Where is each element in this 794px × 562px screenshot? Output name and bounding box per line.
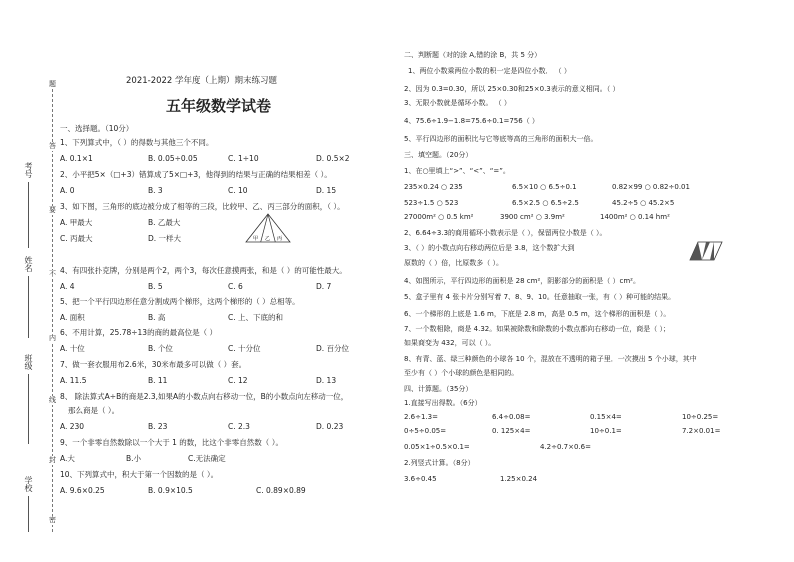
q4-option-b: B. 5 (148, 282, 163, 291)
fill-1-row2-a: 523÷1.5 ○ 523 (404, 199, 459, 207)
q2-option-b: B. 3 (148, 186, 163, 195)
fill-3: 3、（ ）的小数点向右移动两位后是 3.8，这个数扩大到 (404, 244, 575, 252)
triangle-label-bing: 丙 (277, 236, 283, 242)
seal-char: 内 (49, 334, 56, 342)
q4-option-d: D. 7 (316, 282, 332, 291)
q6-option-c: C. 十分位 (228, 344, 261, 353)
q1-option-b: B. 0.05÷0.05 (148, 154, 198, 163)
fill-1-row2-b: 6.5×2.5 ○ 6.5÷2.5 (512, 199, 579, 207)
q8-option-c: C. 2.3 (228, 422, 250, 431)
question-9: 9、一个非零自然数除以一个大于 1 的数，比这个非零自然数（ ）。 (60, 438, 283, 447)
calc-1-r1-b: 6.4÷0.08= (492, 413, 531, 421)
q6-option-a: A. 十位 (60, 344, 85, 353)
seal-char: 答 (49, 142, 56, 150)
fill-3-cont: 原数的（ ）倍，比原数多（ ）。 (404, 259, 503, 267)
section-choice-heading: 一、选择题。（10分） (60, 124, 134, 133)
calc-1-r2-c: 10÷0.1= (590, 427, 622, 435)
q8-option-d: D. 0.23 (316, 422, 344, 431)
label-name: 姓名 (24, 256, 33, 272)
parallelogram-figure (688, 240, 724, 262)
section-judge-heading: 二、判断题（对的涂 A,错的涂 B，共 5 分） (404, 51, 542, 59)
q6-option-b: B. 个位 (148, 344, 173, 353)
q3-option-b: B. 乙最大 (148, 218, 181, 227)
fill-7: 7、一个数相除，商是 4.32。如果被除数和除数的小数点都向右移动一位，商是（ ）； (404, 325, 670, 333)
calc-1-r2-b: 0. 125×4= (492, 427, 531, 435)
calc-2-b: 1.25×0.24 (500, 475, 538, 483)
q9-option-c: C.无法确定 (188, 454, 226, 463)
question-8: 8、 除法算式A÷B的商是2.3,如果A的小数点向右移动一位，B的小数点向左移动一位， (60, 392, 349, 401)
calc-2-a: 3.6÷0.45 (404, 475, 437, 483)
q7-option-b: B. 11 (148, 376, 168, 385)
triangle-figure (244, 212, 292, 246)
q4-option-a: A. 4 (60, 282, 75, 291)
q8-option-a: A. 230 (60, 422, 85, 431)
seal-char: 要 (49, 206, 56, 214)
q3-option-c: C. 丙最大 (60, 234, 93, 243)
label-class: 班级 (24, 354, 33, 370)
fill-1-row3-a: 27000m² ○ 0.5 km² (404, 213, 474, 221)
section-fill-heading: 三、填空题。（20分） (404, 151, 473, 159)
q10-option-b: B. 0.9×10.5 (148, 486, 193, 495)
triangle-label-yi: 乙 (265, 236, 271, 242)
judge-4: 4、75.6÷1.9−1.8=75.6÷0.1=756（ ） (404, 117, 539, 125)
question-4: 4、有四张扑克牌，分别是两个2，两个3，每次任意摸两张，和是（ ）的可能性最大。 (60, 266, 347, 275)
seal-char: 题 (49, 80, 56, 88)
seal-char: 密 (49, 516, 56, 524)
calc-1-r3-a: 0.05×1÷0.5×0.1= (404, 443, 470, 451)
fill-1-row1-c: 0.82×99 ○ 0.82÷0.01 (612, 183, 690, 191)
q5-option-a: A. 面积 (60, 313, 85, 322)
question-1: 1、下列算式中，（ ）的得数与其他三个不同。 (60, 138, 214, 147)
fill-4: 4、如图所示，平行四边形的面积是 28 cm²，阴影部分的面积是（ ）cm²。 (404, 277, 640, 285)
q8-option-b: B. 23 (148, 422, 168, 431)
judge-5: 5、平行四边形的面积比与它等底等高的三角形的面积大一倍。 (404, 135, 598, 143)
q3-option-d: D. 一样大 (148, 234, 182, 243)
fill-1-row2-c: 45.2÷5 ○ 45.2×5 (612, 199, 675, 207)
calc-1-r1-d: 10÷0.25= (682, 413, 719, 421)
exam-subtitle: 2021-2022 学年度（上期）期末练习题 (126, 76, 278, 86)
fill-5: 5、盒子里有 4 张卡片分别写着 7、8、9、10。任意抽取一张，有（ ）种可能的结果。 (404, 293, 676, 301)
q9-option-b: B.小 (126, 454, 142, 463)
calc-1-heading: 1.直接写出得数。（6分） (404, 399, 482, 407)
seal-char: 线 (49, 396, 56, 404)
label-school: 学校 (24, 476, 33, 492)
q2-option-a: A. 0 (60, 186, 75, 195)
triangle-label-jia: 甲 (253, 236, 259, 242)
question-6: 6、不用计算，25.78÷13的商的最高位是（ ） (60, 328, 217, 337)
q2-option-c: C. 10 (228, 186, 248, 195)
fill-7-cont: 如果商变为 432，可以（ ）。 (404, 339, 496, 347)
q7-option-c: C. 12 (228, 376, 248, 385)
question-8-cont: 那么商是（ ）。 (68, 406, 120, 415)
label-exam-number: 考号 (24, 162, 33, 178)
name-line (28, 276, 29, 338)
fill-6: 6、一个梯形的上底是 1.6 m，下底是 2.8 m，高是 0.5 m，这个梯形的面积是（ ）。 (404, 310, 671, 318)
fill-1-row3-b: 3900 cm² ○ 3.9m² (500, 213, 565, 221)
exam-number-line (28, 182, 29, 248)
q3-option-a: A. 甲最大 (60, 218, 93, 227)
q7-option-d: D. 13 (316, 376, 337, 385)
question-2: 2、小平把5×（□+3）错算成了5×□+3，他得到的结果与正确的结果相差（ ）。 (60, 170, 332, 179)
fill-1-row1-b: 6.5×10 ○ 6.5÷0.1 (512, 183, 577, 191)
q1-option-d: D. 0.5×2 (316, 154, 350, 163)
q4-option-c: C. 6 (228, 282, 243, 291)
judge-2: 2、因为 0.3=0.30，所以 25×0.30和25×0.3表示的意义相同。（ ） (404, 85, 620, 93)
fill-8: 8、有青、蓝、绿三种颜色的小球各 10 个，混放在不透明的箱子里．一次摸出 5 个小球，其中 (404, 355, 697, 363)
question-5: 5、把一个平行四边形任意分割成两个梯形，这两个梯形的（ ）总相等。 (60, 297, 300, 306)
binding-margin (16, 80, 56, 532)
calc-1-r3-b: 4.2÷0.7×0.6= (540, 443, 591, 451)
seal-char: 封 (49, 456, 56, 464)
fill-1-row3-c: 1400m² ○ 0.14 hm² (600, 213, 670, 221)
calc-2-heading: 2.列竖式计算。（8分） (404, 459, 475, 467)
q9-option-a: A.大 (60, 454, 75, 463)
q6-option-d: D. 百分位 (316, 344, 350, 353)
question-3: 3、如下图，三角形的底边被分成了相等的三段，比较甲、乙、丙三部分的面积，（ ）。 (60, 202, 345, 211)
q5-option-b: B. 高 (148, 313, 166, 322)
q1-option-a: A. 0.1×1 (60, 154, 93, 163)
judge-3: 3、无限小数就是循环小数。 （ ） (404, 99, 511, 107)
fill-1-row1-a: 235×0.24 ○ 235 (404, 183, 463, 191)
calc-1-r2-d: 7.2×0.01= (682, 427, 721, 435)
left-column (60, 0, 390, 562)
exam-title: 五年级数学试卷 (166, 97, 272, 115)
q2-option-d: D. 15 (316, 186, 337, 195)
fill-2: 2、6.64÷3.3的商用循环小数表示是（ ），保留两位小数是（ ）。 (404, 229, 607, 237)
fill-8-cont: 至少有（ ）个小球的颜色是相同的。 (404, 369, 519, 377)
section-calc-heading: 四、计算题。（35分） (404, 385, 473, 393)
right-column (404, 0, 784, 562)
seal-char: 不 (49, 270, 56, 278)
q10-option-c: C. 0.89×0.89 (256, 486, 306, 495)
class-line (28, 374, 29, 444)
calc-1-r2-a: 0÷5÷0.05= (404, 427, 447, 435)
q7-option-a: A. 11.5 (60, 376, 87, 385)
question-10: 10、下列算式中，积大于第一个因数的是（ ）。 (60, 470, 219, 479)
fill-1: 1、在○里填上“>”、“<”、“=”。 (404, 167, 510, 175)
calc-1-r1-c: 0.15×4= (590, 413, 622, 421)
q5-option-c: C. 上、下底的和 (228, 313, 284, 322)
question-7: 7、做一套衣服用布2.6米，30米布最多可以做（ ）套。 (60, 360, 247, 369)
calc-1-r1-a: 2.6÷1.3= (404, 413, 438, 421)
judge-1: 1、两位小数乘两位小数的积一定是四位小数． （ ） (408, 67, 571, 75)
school-line (28, 496, 29, 532)
q10-option-a: A. 9.6×0.25 (60, 486, 105, 495)
q1-option-c: C. 1÷10 (228, 154, 259, 163)
